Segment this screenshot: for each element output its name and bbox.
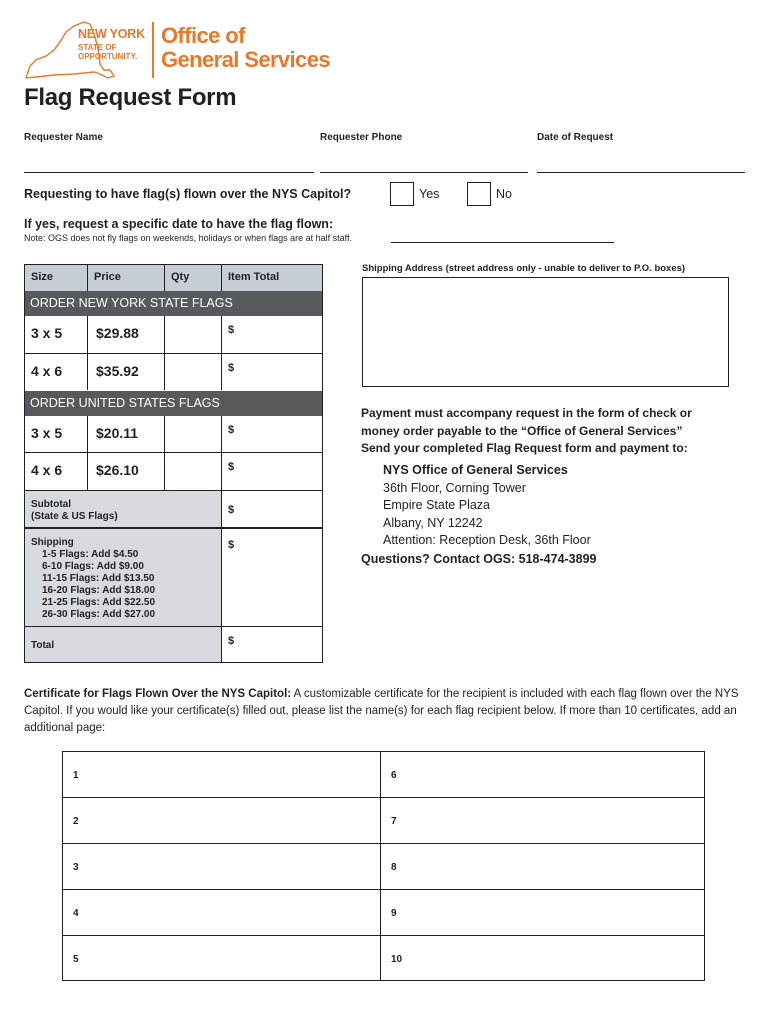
- nys-row-2-price: $35.92: [88, 354, 165, 390]
- requester-phone-label: Requester Phone: [320, 132, 403, 143]
- recipient-field-10[interactable]: 10: [391, 954, 403, 965]
- questions-contact: Questions? Contact OGS: 518-474-3899: [361, 552, 597, 566]
- recipient-field-5[interactable]: 5: [63, 936, 381, 980]
- recipient-field-3[interactable]: 3: [63, 844, 381, 890]
- logo-divider: [152, 22, 154, 78]
- subtotal-label-line-1: Subtotal: [31, 499, 71, 510]
- subtotal-value[interactable]: $: [222, 491, 322, 529]
- shipping-rate-4: 16-20 Flags: Add $18.00: [42, 585, 156, 596]
- us-row-1-size: 3 x 5: [25, 416, 88, 453]
- nys-row-1-size: 3 x 5: [25, 316, 88, 354]
- page-title: Flag Request Form: [24, 84, 237, 111]
- nys-row-1-price: $29.88: [88, 316, 165, 354]
- logo-tagline-line-2: OPPORTUNITY.: [78, 52, 138, 61]
- specific-date-label: If yes, request a specific date to have the flag flown:: [24, 217, 334, 231]
- requester-phone-field[interactable]: [320, 172, 528, 173]
- header-price: Price: [88, 265, 165, 292]
- no-checkbox[interactable]: [467, 182, 491, 206]
- address-line-3: Albany, NY 12242: [383, 515, 483, 530]
- address-line-1: 36th Floor, Corning Tower: [383, 480, 526, 495]
- payment-line-1: Payment must accompany request in the form of check or: [361, 406, 692, 420]
- yes-label: Yes: [419, 187, 440, 201]
- shipping-rates: [25, 529, 222, 627]
- date-of-request-label: Date of Request: [537, 132, 614, 143]
- address-name: NYS Office of General Services: [383, 463, 568, 477]
- payment-line-3: Send your completed Flag Request form and payment to:: [361, 441, 688, 455]
- us-row-2-total[interactable]: $: [222, 453, 322, 491]
- date-of-request-field[interactable]: [537, 172, 745, 173]
- us-row-2-qty-input[interactable]: [165, 453, 222, 491]
- certificate-body: A customizable certificate for the recipient is included with each flag flown over the NYS Capitol. If you would like your certificate(s) filled out, please list the name(s) for each flag recipient below. If more than 10 certificates, add an additional page:: [24, 688, 739, 734]
- shipping-rate-list: [31, 549, 215, 621]
- us-row-1-price: $20.11: [88, 416, 165, 453]
- shipping-rate-1: 1-5 Flags: Add $4.50: [42, 549, 139, 560]
- shipping-rate-6: 26-30 Flags: Add $27.00: [42, 609, 156, 620]
- requester-name-label: Requester Name: [24, 132, 103, 143]
- nys-row-1-total[interactable]: $: [222, 316, 322, 354]
- header-item-total: Item Total: [222, 265, 322, 292]
- header-qty: Qty: [165, 265, 222, 292]
- recipient-field-4[interactable]: 4: [63, 890, 381, 936]
- recipient-field-2[interactable]: 2: [63, 798, 381, 844]
- recipient-field-6[interactable]: 6: [381, 752, 704, 798]
- shipping-rate-2: 6-10 Flags: Add $9.00: [42, 561, 144, 572]
- order-table: [24, 264, 323, 663]
- shipping-address-label: Shipping Address (street address only - unable to deliver to P.O. boxes): [362, 263, 686, 274]
- requester-name-field[interactable]: [24, 172, 314, 173]
- shipping-rate-5: 21-25 Flags: Add $22.50: [42, 597, 156, 608]
- payment-line-2: money order payable to the “Office of General Services”: [361, 423, 683, 438]
- logo-office-line-2: General Services: [161, 47, 330, 72]
- certificate-heading: Certificate for Flags Flown Over the NYS Capitol:: [24, 688, 292, 700]
- yes-checkbox[interactable]: [390, 182, 414, 206]
- nys-row-2-total[interactable]: $: [228, 362, 235, 374]
- us-flags-section-bar: ORDER UNITED STATES FLAGS: [25, 391, 322, 416]
- subtotal-label-line-2: (State & US Flags): [31, 511, 118, 522]
- recipient-field-7[interactable]: 7: [381, 798, 704, 844]
- specific-date-field[interactable]: [391, 242, 614, 243]
- subtotal-label: [25, 491, 222, 529]
- no-label: No: [496, 187, 512, 201]
- certificate-text: [24, 686, 746, 737]
- header-size: Size: [25, 265, 88, 292]
- certificate-recipients-grid: [62, 751, 705, 981]
- address-line-4: Attention: Reception Desk, 36th Floor: [383, 533, 591, 547]
- nys-row-2-qty-input[interactable]: [165, 354, 222, 390]
- mailing-address: [383, 462, 591, 550]
- payment-instructions: [361, 405, 692, 458]
- us-row-2-price: $26.10: [88, 453, 165, 491]
- nys-row-2-size: 4 x 6: [25, 354, 88, 390]
- logo-tagline: [78, 43, 137, 61]
- capitol-question-label: Requesting to have flag(s) flown over the NYS Capitol?: [24, 187, 352, 201]
- nys-row-1-qty-input[interactable]: [165, 316, 222, 354]
- specific-date-note: Note: OGS does not fly flags on weekends, holidays or when flags are at half staff.: [24, 233, 353, 243]
- logo-tagline-line-1: STATE OF: [78, 43, 117, 52]
- logo-state-name: NEW YORK: [78, 27, 145, 41]
- logo-office-name: [161, 24, 330, 72]
- us-row-1-qty-input[interactable]: [165, 416, 222, 453]
- recipient-field-9[interactable]: 9: [381, 890, 704, 936]
- recipient-field-8[interactable]: 8: [381, 844, 704, 890]
- shipping-label: Shipping: [31, 537, 74, 548]
- us-row-2-size: 4 x 6: [25, 453, 88, 491]
- us-row-1-total[interactable]: $: [222, 416, 322, 453]
- total-value[interactable]: $: [228, 635, 235, 647]
- recipient-field-1[interactable]: 1: [63, 752, 381, 798]
- shipping-value[interactable]: $: [222, 529, 322, 627]
- shipping-address-field[interactable]: [362, 277, 729, 387]
- address-line-2: Empire State Plaza: [383, 498, 490, 512]
- total-label: Total: [25, 627, 222, 662]
- logo-office-line-1: Office of: [161, 23, 245, 48]
- nys-flags-section-bar: ORDER NEW YORK STATE FLAGS: [25, 291, 322, 316]
- shipping-rate-3: 11-15 Flags: Add $13.50: [42, 573, 155, 584]
